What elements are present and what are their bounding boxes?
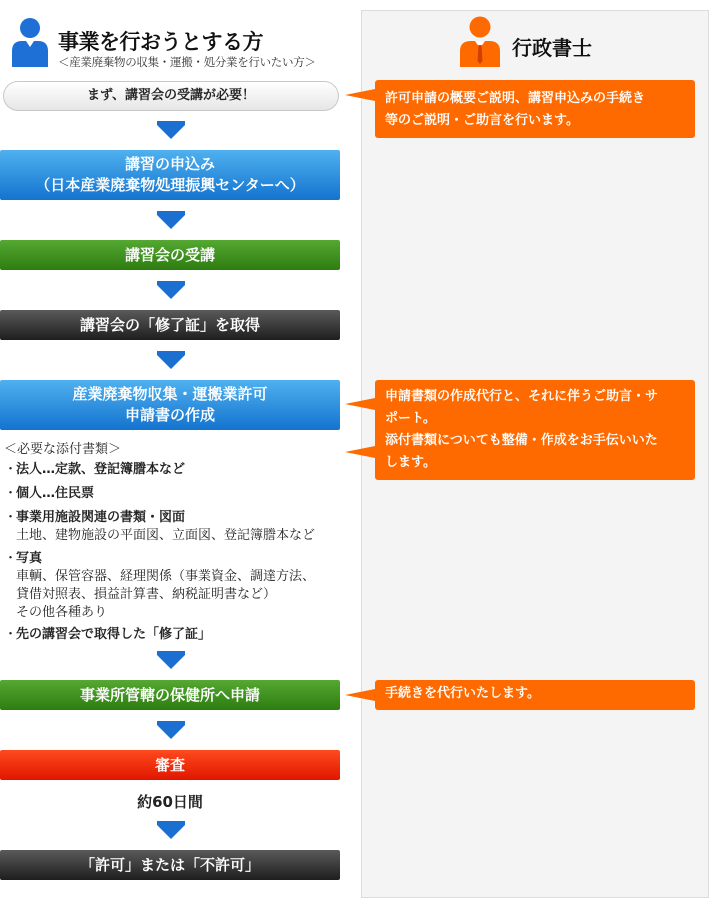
review-duration: 約60日間 (137, 793, 203, 811)
list-item-detail: その他各種あり (16, 605, 108, 620)
callout-text-line: 申請書類の作成代行と、それに伴うご助言・サ (385, 389, 659, 404)
scrivener-icon (458, 15, 502, 67)
step-submit-health-center-label: 事業所管轄の保健所へ申請 (79, 685, 260, 704)
callout-pointer (345, 89, 375, 101)
step-review-label: 審査 (154, 755, 185, 774)
list-item: ・法人…定款、登記簿謄本など (4, 462, 186, 477)
list-item: ・写真 車輌、保管容器、経理関係（事業資金、調達方法、 貸借対照表、損益計算書、納税証明書など） その他各種あり (4, 551, 316, 620)
callout-pointer (345, 398, 375, 410)
callout-text-line: 添付書類についても整備・作成をお手伝いいた (385, 433, 658, 448)
page-title-applicant: 事業を行おうとする方 (58, 30, 263, 54)
list-item: ・個人…住民票 (4, 486, 95, 501)
down-arrow-icon (153, 121, 189, 143)
list-item-label: 写真 (16, 551, 43, 566)
step-prepare-application-line1: 産業廃棄物収集・運搬業許可 (72, 385, 268, 403)
step-apply-course-line2: （日本産業廃棄物処理振興センターへ） (35, 176, 305, 194)
step-attend-course-label: 講習会の受講 (124, 245, 215, 264)
callout-text-line: します。 (385, 455, 436, 470)
callout-text-line: 手続きを代行いたします。 (385, 686, 540, 701)
down-arrow-icon (153, 721, 189, 743)
down-arrow-icon (153, 281, 189, 303)
step-apply-course (0, 150, 340, 200)
step-result-label: 「許可」または「不許可」 (79, 855, 260, 874)
step-submit-health-center (0, 680, 340, 710)
start-notice-pill: まず、講習会の受講が必要！ (3, 81, 339, 111)
callout-pointer (345, 689, 375, 701)
list-item-label: 個人…住民票 (16, 486, 95, 501)
step-review (0, 750, 340, 780)
callout-proxy-submission (375, 680, 695, 710)
person-icon (10, 17, 50, 67)
step-prepare-application (0, 380, 340, 430)
list-item: ・事業用施設関連の書類・図面 土地、建物施設の平面図、立面図、登記簿謄本など (4, 510, 316, 543)
down-arrow-icon (153, 651, 189, 673)
list-item-label: 法人…定款、登記簿謄本など (16, 462, 186, 477)
required-documents-header: ＜必要な添付書類＞ (4, 442, 122, 457)
list-item-detail: 車輌、保管容器、経理関係（事業資金、調達方法、 (16, 569, 316, 584)
list-item-detail: 貸借対照表、損益計算書、納税証明書など） (16, 587, 277, 602)
list-item-detail: 土地、建物施設の平面図、立面図、登記簿謄本など (16, 528, 316, 543)
applicant-subtitle: ＜産業廃棄物の収集・運搬・処分業を行いたい方＞ (58, 55, 316, 69)
down-arrow-icon (153, 821, 189, 843)
list-item-label: 事業用施設関連の書類・図面 (16, 510, 186, 525)
callout-document-preparation (375, 380, 695, 480)
down-arrow-icon (153, 351, 189, 373)
list-item: ・先の講習会で取得した「修了証」 (4, 627, 212, 642)
step-attend-course (0, 240, 340, 270)
list-item-label: 先の講習会で取得した「修了証」 (16, 627, 212, 642)
callout-text-line: 等のご説明・ご助言を行います。 (385, 113, 579, 128)
step-get-certificate (0, 310, 340, 340)
callout-text-line: 許可申請の概要ご説明、講習申込みの手続き (385, 91, 646, 106)
down-arrow-icon (153, 211, 189, 233)
step-prepare-application-line2: 申請書の作成 (124, 406, 215, 424)
step-result (0, 850, 340, 880)
scrivener-title: 行政書士 (512, 36, 592, 60)
callout-course-guidance (375, 80, 695, 138)
step-get-certificate-label: 講習会の「修了証」を取得 (79, 315, 260, 334)
callout-pointer (345, 446, 375, 458)
callout-text-line: ポート。 (385, 411, 436, 426)
step-apply-course-line1: 講習の申込み (124, 155, 215, 173)
